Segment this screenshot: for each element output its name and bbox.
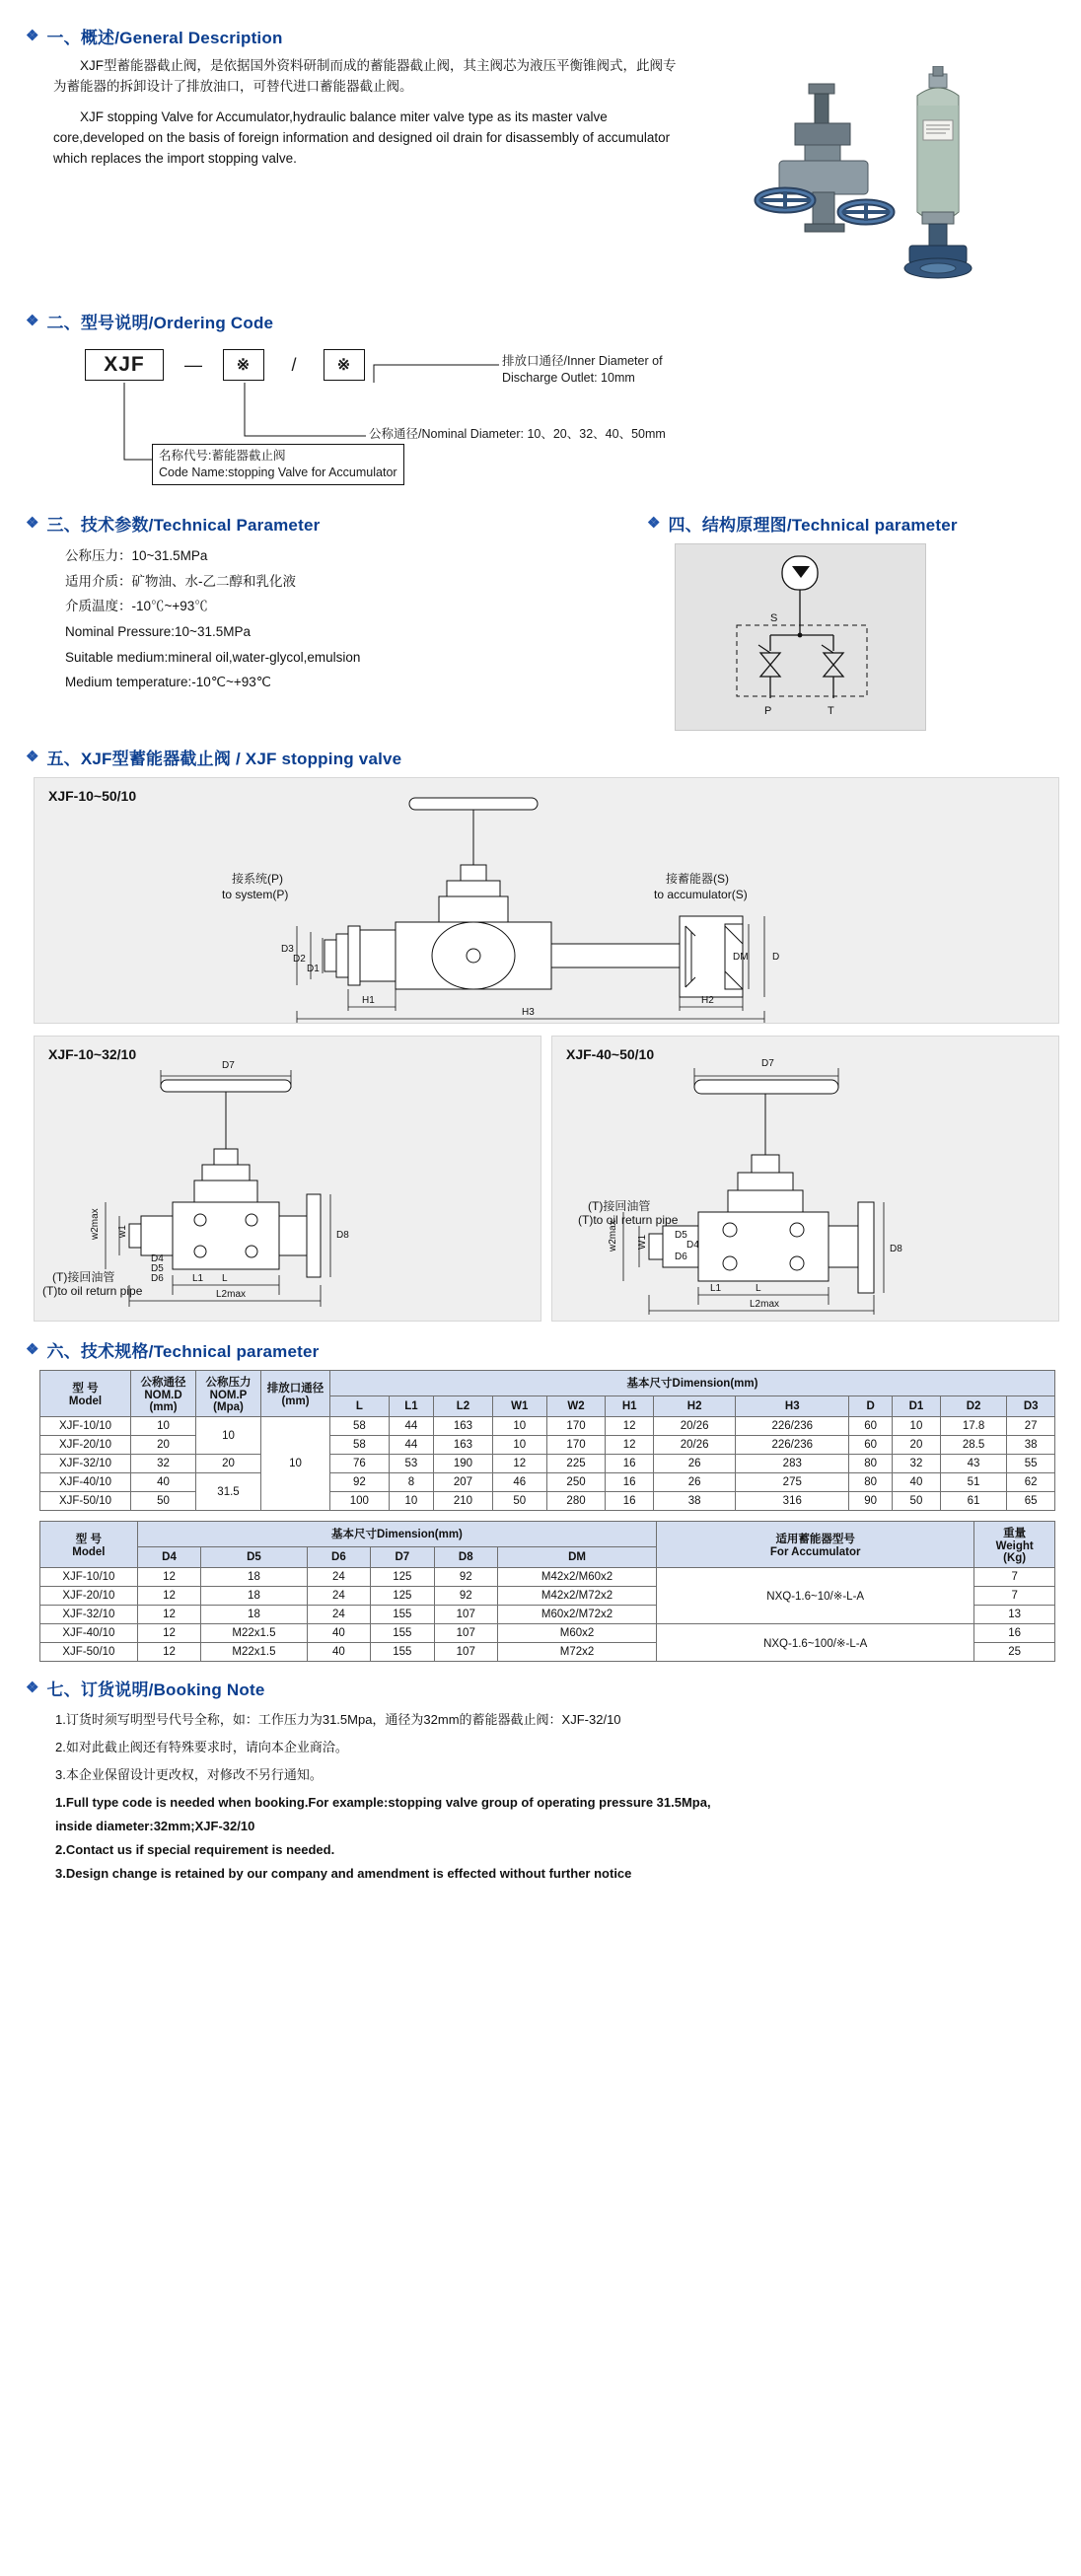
list-item: 介质温度：-10℃~+93℃ [65,599,208,614]
cell-dim: 155 [371,1606,434,1624]
cell-nomd: 40 [131,1473,196,1492]
cell-model: XJF-20/10 [40,1436,131,1455]
product-photo-svg [750,66,1045,288]
technical-parameter-block [26,505,637,731]
section-heading-booking-note [26,1676,1055,1700]
note-en-3: 3.Design change is retained by our company and amendment is effected without further notice [55,1866,632,1882]
th-dim-L: L [330,1395,390,1416]
cell-nomp-31_5: 31.5 [196,1473,261,1511]
parameters-and-schematic-row [26,505,1055,731]
cell-dim: 250 [546,1473,606,1492]
th-dim-D: D [849,1395,893,1416]
label-to-system-en: to system(P) [222,888,289,901]
cell-dim: 38 [1007,1436,1055,1455]
label-return-pipe-cn: (T)接回油管 [52,1270,115,1284]
cell-dim: 26 [653,1473,735,1492]
label-to-accumulator-cn: 接蓄能器(S) [666,872,729,886]
code-outlet-box: ※ [324,349,365,381]
table-header-row [40,1522,1055,1547]
th-dimension-group: 基本尺寸Dimension(mm) [330,1371,1055,1396]
cell-dim: 163 [434,1417,493,1436]
cell-dim: 53 [389,1455,433,1473]
cell-dim: 50 [492,1492,546,1511]
cell-dim: M60x2 [497,1624,656,1643]
cell-model: XJF-40/10 [40,1473,131,1492]
dim-d4: D4 [686,1240,699,1251]
dim-l2max: L2max [216,1289,247,1300]
code-dash: — [184,354,202,375]
section-title: 二、型号说明/Ordering Code [46,314,274,332]
th-dim-H1: H1 [606,1395,654,1416]
bullet-diamond-icon: ❖ [26,749,39,765]
left-drawing-panel [34,1036,541,1322]
section-heading-general-description [26,24,1055,48]
cell-dim: 125 [371,1568,434,1587]
right-drawing-panel [551,1036,1059,1322]
cell-dim: 12 [606,1417,654,1436]
th-dim-D1: D1 [893,1395,941,1416]
label-return-pipe-cn: (T)接回油管 [588,1199,651,1213]
cell-dim: 62 [1007,1473,1055,1492]
cell-weight: 7 [974,1568,1055,1587]
dim-d: D [772,952,780,963]
cell-dim: 12 [137,1587,200,1606]
cell-dim: 90 [849,1492,893,1511]
cell-dim: 207 [434,1473,493,1492]
table-row [40,1492,1055,1511]
section-heading-ordering-code [26,309,1055,333]
cell-nomd: 20 [131,1436,196,1455]
cell-dim: 12 [137,1568,200,1587]
dim-l2max: L2max [750,1299,780,1310]
section-title: 六、技术规格/Technical parameter [46,1342,320,1361]
cell-dim: 80 [849,1473,893,1492]
cell-dim: 76 [330,1455,390,1473]
cell-dim: 40 [307,1643,370,1662]
hydraulic-schematic [675,543,926,731]
cell-dim: M60x2/M72x2 [497,1606,656,1624]
cell-dim: M72x2 [497,1643,656,1662]
dim-h3: H3 [522,1007,535,1018]
cell-dim: 155 [371,1624,434,1643]
dim-d7: D7 [761,1058,774,1069]
table-row [40,1455,1055,1473]
th-nominal-pressure: 公称压力 NOM.P (Mpa) [196,1371,261,1417]
cell-dim: 12 [137,1643,200,1662]
cell-weight: 16 [974,1624,1055,1643]
cell-dim: 190 [434,1455,493,1473]
th-dim-H2: H2 [653,1395,735,1416]
bullet-diamond-icon: ❖ [647,515,661,532]
side-drawings-row [34,1036,1055,1322]
booking-note-block [26,1708,1055,1886]
cell-dim: 12 [137,1624,200,1643]
cell-dim: 316 [736,1492,849,1511]
th-dim-D6: D6 [307,1546,370,1567]
dim-l1: L1 [710,1283,722,1294]
th-dim-W1: W1 [492,1395,546,1416]
cell-dim: 226/236 [736,1417,849,1436]
main-drawing-panel [34,777,1059,1024]
cell-outlet: 10 [261,1417,330,1511]
cell-dim: 210 [434,1492,493,1511]
cell-model: XJF-32/10 [40,1455,131,1473]
table-row [40,1436,1055,1455]
label-return-pipe-en: (T)to oil return pipe [578,1213,679,1227]
th-dim-D4: D4 [137,1546,200,1567]
th-dim-L1: L1 [389,1395,433,1416]
description-cn: XJF型蓄能器截止阀，是依据国外资料研制而成的蓄能器截止阀，其主阀芯为液压平衡锥阀式，此阀专为蓄能器的拆卸设计了排放油口，可替代进口蓄能器截止阀。 [53,58,677,94]
cell-dim: 170 [546,1417,606,1436]
cell-dim: 27 [1007,1417,1055,1436]
cell-dim: 10 [492,1417,546,1436]
cell-dim: 107 [434,1606,497,1624]
cell-dim: 163 [434,1436,493,1455]
code-series-box: XJF [85,349,164,381]
cell-dim: 28.5 [940,1436,1007,1455]
label-nominal-diameter: 公称通径/Nominal Diameter: 10、20、32、40、50mm [369,427,666,441]
cell-dim: 60 [849,1417,893,1436]
cell-dim: 92 [434,1568,497,1587]
th-dim-W2: W2 [546,1395,606,1416]
cell-dim: 44 [389,1417,433,1436]
label-return-pipe-en: (T)to oil return pipe [42,1284,143,1298]
cell-dim: 92 [434,1587,497,1606]
th-outlet-diameter: 排放口通径 (mm) [261,1371,330,1417]
cell-dim: 280 [546,1492,606,1511]
spec-table-2 [39,1521,1055,1662]
dim-d8: D8 [336,1230,349,1241]
cell-nomd: 32 [131,1455,196,1473]
cell-model: XJF-20/10 [40,1587,138,1606]
dim-h2: H2 [701,995,714,1006]
label-to-accumulator-en: to accumulator(S) [654,888,748,901]
main-drawing-svg [35,778,1060,1025]
cell-dim: 18 [201,1606,307,1624]
table-row [40,1417,1055,1436]
cell-dim: 107 [434,1624,497,1643]
cell-dim: 8 [389,1473,433,1492]
cell-model: XJF-10/10 [40,1417,131,1436]
schematic-port-s: S [770,612,778,624]
spec-table-1 [39,1370,1055,1511]
general-description-text [26,56,677,170]
cell-dim: 155 [371,1643,434,1662]
cell-dim: 24 [307,1606,370,1624]
cell-dim: 16 [606,1492,654,1511]
table-row [40,1624,1055,1643]
cell-dim: 20/26 [653,1417,735,1436]
cell-dim: 46 [492,1473,546,1492]
ordering-code-diagram [26,341,1055,499]
th-model: 型 号 Model [40,1371,131,1417]
th-model: 型 号 Model [40,1522,138,1568]
dim-d8: D8 [890,1244,902,1254]
cell-dim: 51 [940,1473,1007,1492]
cell-dim: 10 [492,1436,546,1455]
bullet-diamond-icon: ❖ [26,313,39,329]
right-drawing-svg [552,1037,1060,1323]
cell-dim: 58 [330,1436,390,1455]
cell-dim: 283 [736,1455,849,1473]
th-weight: 重量 Weight (Kg) [974,1522,1055,1568]
dim-w1: W1 [637,1235,648,1250]
cell-dim: 60 [849,1436,893,1455]
th-dim-H3: H3 [736,1395,849,1416]
dim-w1: w1 [117,1225,128,1238]
note-en-1: 1.Full type code is needed when booking.For example:stopping valve group of operating pressure 31.5Mpa, [55,1795,711,1811]
dim-w2max: w2max [608,1220,618,1252]
section-title: 七、订货说明/Booking Note [46,1681,265,1699]
schematic-block [647,505,1042,731]
label-to-system-cn: 接系统(P) [232,872,283,886]
cell-dim: 80 [849,1455,893,1473]
th-for-accumulator: 适用蓄能器型号 For Accumulator [657,1522,974,1568]
list-item: Medium temperature:-10℃~+93℃ [65,675,271,690]
dim-l: L [756,1283,761,1294]
list-item: Nominal Pressure:10~31.5MPa [65,623,251,639]
dim-d5: D5 [151,1263,164,1274]
label-discharge-outlet: 排放口通径/Inner Diameter of Discharge Outlet: 10mm [502,354,663,385]
th-dim-D2: D2 [940,1395,1007,1416]
cell-dim: 40 [307,1624,370,1643]
note-en-1b: inside diameter:32mm;XJF-32/10 [55,1819,255,1834]
product-photo [750,66,1045,288]
dim-d2: D2 [293,954,306,965]
cell-weight: 25 [974,1643,1055,1662]
schematic-port-t: T [828,705,834,717]
bullet-diamond-icon: ❖ [26,28,39,44]
cell-model: XJF-32/10 [40,1606,138,1624]
cell-dim: 20/26 [653,1436,735,1455]
cell-dim: 226/236 [736,1436,849,1455]
cell-dim: 125 [371,1587,434,1606]
cell-dim: 40 [893,1473,941,1492]
cell-weight: 13 [974,1606,1055,1624]
main-drawing-title: XJF-10~50/10 [48,788,137,804]
cell-nomd: 50 [131,1492,196,1511]
th-dim-DM: DM [497,1546,656,1567]
cell-model: XJF-10/10 [40,1568,138,1587]
left-drawing-svg [35,1037,542,1323]
dim-d7: D7 [222,1060,235,1071]
cell-dim: 61 [940,1492,1007,1511]
description-en: XJF stopping Valve for Accumulator,hydraulic balance miter valve type as its master valve core,developed on the basis of foreign information and designed oil drain for disassembly of accumulator which replaces the import stopping valve. [53,108,671,166]
cell-weight: 7 [974,1587,1055,1606]
note-cn-3: 3.本企业保留设计更改权，对修改不另行通知。 [55,1767,323,1783]
th-dim-D8: D8 [434,1546,497,1567]
note-cn-2: 2.如对此截止阀还有特殊要求时，请向本企业商洽。 [55,1740,348,1755]
dim-d3: D3 [281,944,294,955]
cell-dim: 26 [653,1455,735,1473]
section-title: 一、概述/General Description [46,29,283,47]
cell-dim: M42x2/M60x2 [497,1568,656,1587]
cell-dim: 43 [940,1455,1007,1473]
cell-dim: M22x1.5 [201,1643,307,1662]
note-en-2: 2.Contact us if special requirement is needed. [55,1842,335,1858]
cell-dim: 12 [606,1436,654,1455]
cell-dim: 100 [330,1492,390,1511]
th-dim-D3: D3 [1007,1395,1055,1416]
cell-dim: M42x2/M72x2 [497,1587,656,1606]
cell-nomp-20: 20 [196,1455,261,1473]
section-title: 四、结构原理图/Technical parameter [668,516,958,535]
cell-dim: 16 [606,1473,654,1492]
cell-model: XJF-50/10 [40,1492,131,1511]
left-drawing-title: XJF-10~32/10 [48,1046,137,1062]
cell-dim: 44 [389,1436,433,1455]
cell-dim: 107 [434,1643,497,1662]
dim-d4: D4 [151,1253,164,1264]
bullet-diamond-icon: ❖ [26,515,39,532]
cell-dim: 92 [330,1473,390,1492]
section-heading-technical-parameter [26,511,637,536]
list-item: 公称压力：10~31.5MPa [65,548,208,563]
right-drawing-title: XJF-40~50/10 [566,1046,655,1062]
note-cn-1: 1.订货时须写明型号代号全称，如：工作压力为31.5Mpa，通径为32mm的蓄能器截止阀：XJF-32/10 [55,1712,621,1727]
cell-nomd: 10 [131,1417,196,1436]
cell-dim: 10 [389,1492,433,1511]
bullet-diamond-icon: ❖ [26,1341,39,1358]
cell-dim: 12 [492,1455,546,1473]
cell-accumulator-group: NXQ-1.6~100/※-L-A [657,1624,974,1662]
cell-model: XJF-50/10 [40,1643,138,1662]
general-description-block [26,56,1055,303]
th-dim-L2: L2 [434,1395,493,1416]
dim-w2max: w2max [90,1208,101,1240]
th-nominal-diameter: 公称通径 NOM.D (mm) [131,1371,196,1417]
code-nominal-box: ※ [223,349,264,381]
section-title: 五、XJF型蓄能器截止阀 / XJF stopping valve [46,750,402,768]
cell-dim: 170 [546,1436,606,1455]
schematic-port-p: P [764,705,772,717]
bullet-diamond-icon: ❖ [26,1680,39,1696]
table-header-row [40,1371,1055,1396]
section-title: 三、技术参数/Technical Parameter [46,516,321,535]
code-slash: / [291,354,297,375]
list-item: Suitable medium:mineral oil,water-glycol,emulsion [65,649,361,665]
label-code-name: 名称代号:蓄能器截止阀 Code Name:stopping Valve for Accumulator [152,444,404,485]
cell-dim: 20 [893,1436,941,1455]
cell-dim: 55 [1007,1455,1055,1473]
cell-dim: 58 [330,1417,390,1436]
dim-h1: H1 [362,995,375,1006]
cell-dim: 38 [653,1492,735,1511]
dim-d5: D5 [675,1230,687,1241]
list-item: 适用介质：矿物油、水-乙二醇和乳化液 [65,573,296,589]
table-row [40,1568,1055,1587]
cell-dim: 225 [546,1455,606,1473]
cell-dim: 50 [893,1492,941,1511]
cell-dim: 18 [201,1587,307,1606]
th-dimension-group: 基本尺寸Dimension(mm) [137,1522,656,1547]
cell-dim: 24 [307,1587,370,1606]
dim-d6: D6 [151,1273,164,1284]
section-heading-schematic [647,511,1042,536]
th-dim-D7: D7 [371,1546,434,1567]
cell-dim: 12 [137,1606,200,1624]
dim-l1: L1 [192,1273,204,1284]
cell-dim: 275 [736,1473,849,1492]
cell-dim: 65 [1007,1492,1055,1511]
cell-dim: 18 [201,1568,307,1587]
cell-dim: 32 [893,1455,941,1473]
cell-dim: 17.8 [940,1417,1007,1436]
cell-dim: 10 [893,1417,941,1436]
cell-dim: M22x1.5 [201,1624,307,1643]
cell-accumulator-group: NXQ-1.6~10/※-L-A [657,1568,974,1624]
dim-dm: DM [733,952,749,963]
section-heading-tech-spec [26,1337,1055,1362]
cell-dim: 24 [307,1568,370,1587]
schematic-svg [676,544,927,732]
table-row [40,1473,1055,1492]
th-dim-D5: D5 [201,1546,307,1567]
cell-dim: 16 [606,1455,654,1473]
section-heading-stopping-valve [26,745,1055,769]
dim-d1: D1 [307,964,320,974]
cell-nomp-10: 10 [196,1417,261,1455]
dim-l: L [222,1273,228,1284]
technical-parameter-list [26,543,637,695]
dim-d6: D6 [675,1252,687,1262]
cell-model: XJF-40/10 [40,1624,138,1643]
